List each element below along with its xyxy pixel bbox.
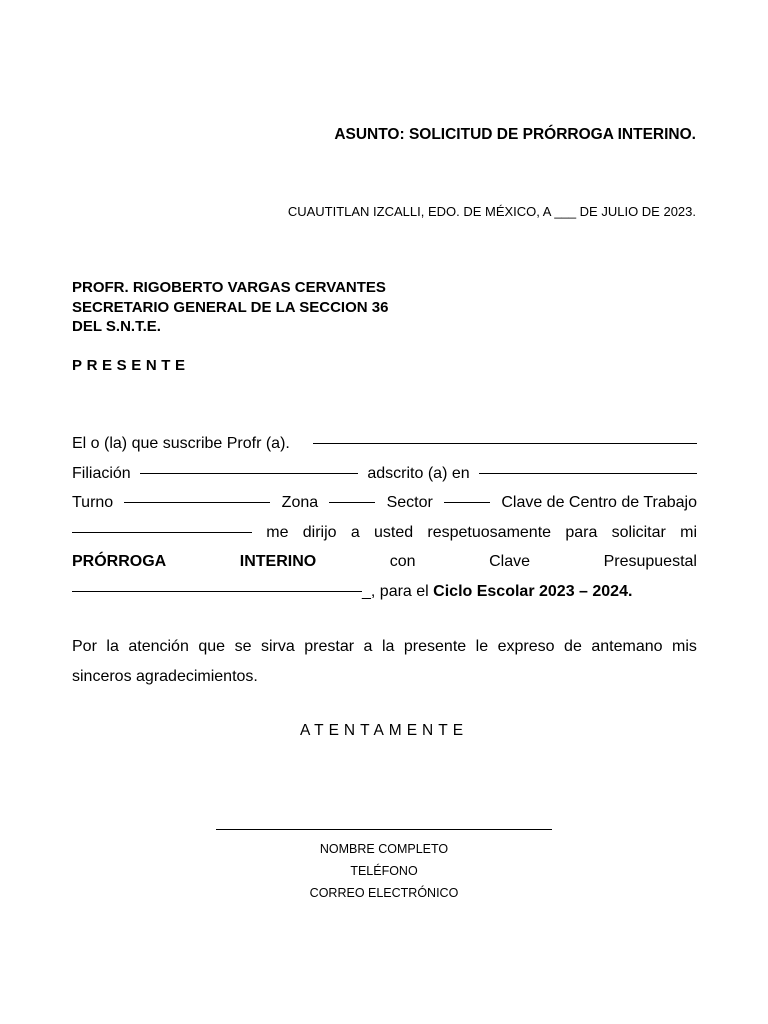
word: Por	[72, 638, 97, 655]
signer-email: CORREO ELECTRÓNICO	[309, 886, 459, 900]
word: a	[350, 523, 360, 541]
ciclo-escolar: Ciclo Escolar 2023 – 2024.	[433, 582, 633, 600]
signer-full-name: NOMBRE COMPLETO	[319, 842, 449, 856]
closing-atentamente: ATENTAMENTE	[299, 722, 469, 739]
interino-bold: INTERINO	[239, 553, 317, 570]
recipient-position: SECRETARIO GENERAL DE LA SECCION 36	[72, 298, 389, 316]
place-date-line: CUAUTITLAN IZCALLI, EDO. DE MÉXICO, A ___ DE JULIO DE 2023.	[287, 204, 696, 219]
word: prestar	[304, 638, 355, 655]
word: mis	[672, 638, 697, 655]
word: presente	[403, 638, 467, 655]
clave-presupuestal-blank	[72, 577, 362, 592]
zona-label: Zona	[281, 494, 319, 511]
word: respetuosamente	[427, 523, 552, 541]
request-paragraph	[72, 429, 697, 606]
adscrito-blank	[479, 459, 697, 474]
signer-phone: TELÉFONO	[350, 864, 418, 878]
word: Presupuestal	[603, 553, 697, 570]
word: que	[198, 638, 226, 655]
word: la	[381, 638, 395, 655]
recipient-name: PROFR. RIGOBERTO VARGAS CERVANTES	[72, 279, 386, 296]
body-line-6	[72, 577, 697, 607]
word: solicitar	[611, 523, 666, 541]
clave-ct-blank	[72, 518, 252, 533]
filiacion-label: Filiación	[72, 464, 131, 482]
word: sirva	[260, 638, 295, 655]
thanks-line-1	[72, 632, 697, 662]
thanks-closing-text: sinceros agradecimientos.	[72, 667, 258, 685]
word: le	[475, 638, 489, 655]
clave-ct-label: Clave de Centro de Trabajo	[501, 494, 697, 511]
signature-line	[216, 829, 552, 830]
recipient-block	[72, 278, 388, 337]
body-line-3	[72, 488, 697, 518]
zona-blank	[329, 488, 375, 503]
turno-label: Turno	[72, 494, 114, 511]
prorroga-bold: PRÓRROGA	[72, 553, 167, 570]
sector-blank	[444, 488, 490, 503]
word: mi	[680, 523, 697, 541]
word: de	[564, 638, 582, 655]
body-line-5	[72, 547, 697, 577]
teacher-name-blank	[313, 429, 697, 444]
recipient-organization: DEL S.N.T.E.	[72, 318, 161, 335]
word: me	[266, 523, 289, 541]
word: para	[565, 523, 598, 541]
filiacion-blank	[140, 459, 358, 474]
body-line-1	[72, 429, 697, 459]
word: expreso	[497, 638, 555, 655]
thanks-paragraph	[72, 632, 697, 691]
word: atención	[128, 638, 189, 655]
subject-line: ASUNTO: SOLICITUD DE PRÓRROGA INTERINO.	[334, 126, 696, 143]
signature-block	[0, 838, 768, 904]
word: se	[234, 638, 252, 655]
word: usted	[374, 523, 414, 541]
word: con	[389, 553, 416, 570]
word: a	[363, 638, 373, 655]
word: la	[106, 638, 119, 655]
suscribe-label: El o (la) que suscribe Profr (a).	[72, 435, 290, 452]
word: antemano	[591, 638, 663, 655]
body-line-4	[72, 518, 697, 548]
presente-heading: PRESENTE	[72, 357, 190, 374]
body-line-2	[72, 459, 697, 489]
word: Clave	[489, 553, 531, 570]
adscrito-label: adscrito (a) en	[367, 464, 470, 482]
word: dirijo	[302, 523, 337, 541]
para-el-text: _, para el	[362, 582, 429, 600]
thanks-line-2	[72, 662, 697, 692]
sector-label: Sector	[386, 494, 433, 511]
turno-blank	[124, 488, 270, 503]
